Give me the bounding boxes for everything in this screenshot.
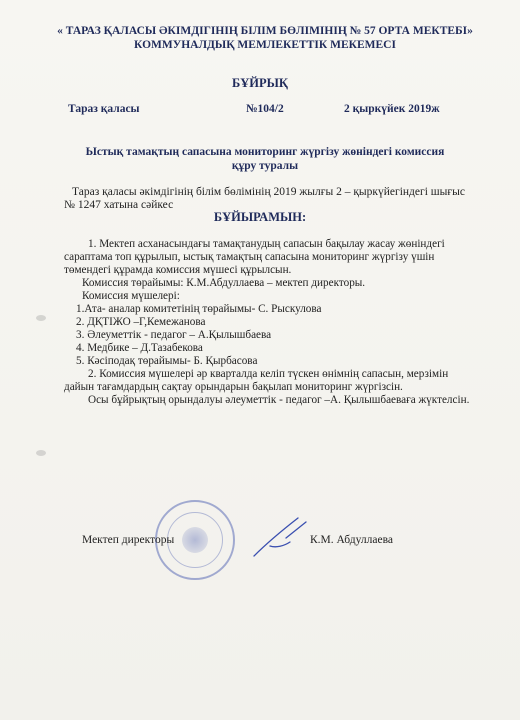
order-heading: БҰЙЫРАМЫН:: [213, 210, 307, 224]
signatory-name: К.М. Абдуллаева: [310, 534, 393, 546]
document-title: БҰЙРЫҚ: [232, 76, 288, 90]
member-item: 5. Кәсіподақ төрайымы- Б. Қырбасова: [76, 355, 258, 367]
document-city: Тараз қаласы: [68, 103, 140, 115]
paragraph-3: Осы бұйрықтың орындалуы әлеуметтік - педагог –А. Қылышбаеваға жүктелсін.: [88, 394, 470, 406]
handwritten-signature: [250, 512, 310, 562]
member-item: 2. ДҚТІЖО –Г,Кемежанова: [76, 316, 206, 328]
punch-mark: [36, 450, 46, 456]
member-item: 3. Әлеуметтік - педагог – А.Қылышбаева: [76, 329, 272, 341]
document-subject: [60, 145, 470, 173]
punch-mark: [36, 315, 46, 321]
order-body: [64, 238, 474, 407]
paragraph-1: 1. Мектеп асханасындағы тамақтанудың сапасын бақылау жасау жөніндегі сараптама топ құрылып, ыстық тамақтың сапасына мониторинг жүргізу үшін төмендегі құрамда комиссия мүшесі құрылсын.: [64, 238, 445, 276]
organization-header: [40, 24, 490, 52]
org-line-1: « ТАРАЗ ҚАЛАСЫ ӘКІМДІГІНІҢ БІЛІМ БӨЛІМІНІҢ № 57 ОРТА МЕКТЕБІ»: [57, 25, 473, 37]
document-date: 2 қыркүйек 2019ж: [344, 103, 440, 115]
commission-chair: Комиссия төрайымы: К.М.Абдуллаева – мектеп директоры.: [82, 277, 366, 289]
basis-text: Тараз қаласы әкімдігінің білім бөлімінің 2019 жылғы 2 – қыркүйегіндегі шығыс № 1247 хатына сәйкес: [64, 186, 465, 211]
subject-line-1: Ыстық тамақтың сапасына мониторинг жүргізу жөніндегі комиссия: [85, 146, 445, 158]
members-label: Комиссия мүшелері:: [82, 290, 180, 302]
org-line-2: КОММУНАЛДЫҚ МЕМЛЕКЕТТІК МЕКЕМЕСІ: [134, 39, 396, 51]
member-item: 4. Медбике – Д.Тазабекова: [76, 342, 203, 354]
member-item: 1.Ата- аналар комитетінің төрайымы- С. Рыскулова: [76, 303, 322, 315]
signatory-role: Мектеп директоры: [82, 534, 175, 546]
paragraph-2: 2. Комиссия мүшелері әр кварталда келіп түскен өнімнің сапасын, мерзімін дайын тағамдардың сақтау орындарын бақылап мониторинг жүргізсін.: [64, 368, 449, 393]
subject-line-2: құру туралы: [231, 160, 299, 172]
seal-emblem-icon: [182, 527, 208, 553]
document-number: №104/2: [246, 103, 284, 115]
